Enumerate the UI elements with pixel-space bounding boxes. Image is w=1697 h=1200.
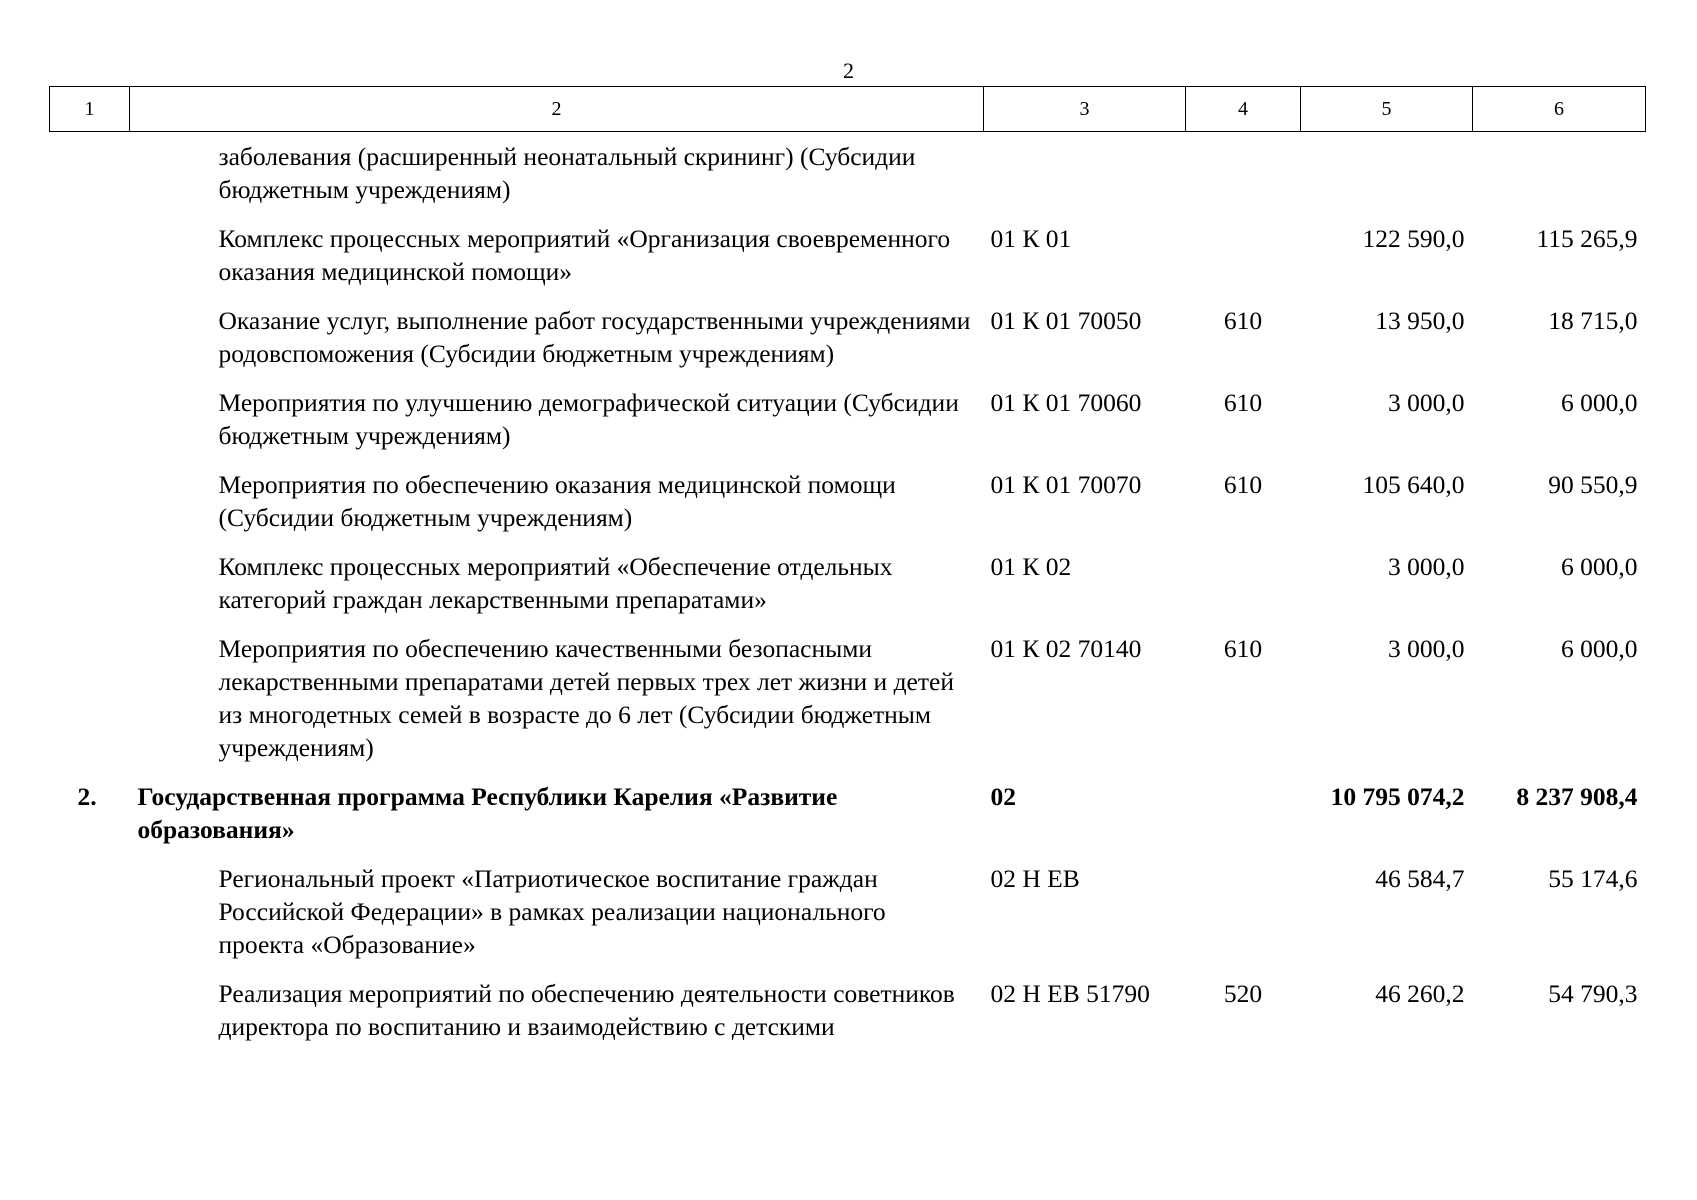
row-expense-type [1186, 780, 1301, 862]
row-number [50, 468, 130, 550]
row-amount-year-1: 122 590,0 [1362, 224, 1465, 253]
table-row [50, 386, 1646, 468]
table-row [50, 468, 1646, 550]
row-amount-year-2 [1473, 132, 1646, 223]
row-expense-type: 610 [1223, 634, 1263, 663]
row-target-code: 01 К 01 70060 [990, 388, 1142, 417]
row-amount-year-1: 3 000,0 [1388, 552, 1465, 581]
table-body [50, 132, 1646, 1060]
row-number [50, 386, 130, 468]
row-target-code: 02 [990, 782, 1016, 811]
row-amount-year-1: 3 000,0 [1388, 634, 1465, 663]
row-name: Государственная программа Республики Карелия «Развитие образования» [137, 782, 838, 844]
row-amount-year-1 [1301, 132, 1473, 223]
row-amount-year-2: 54 790,3 [1548, 979, 1638, 1008]
row-number [50, 632, 130, 780]
row-amount-year-1: 13 950,0 [1375, 306, 1465, 335]
table-row [50, 780, 1646, 862]
row-target-code: 01 К 01 70070 [990, 470, 1142, 499]
row-target-code: 01 К 02 70140 [990, 634, 1142, 663]
row-target-code: 01 К 02 [990, 552, 1072, 581]
row-target-code: 01 К 01 70050 [990, 306, 1142, 335]
row-number [50, 862, 130, 977]
header-col-3: 3 [984, 87, 1186, 132]
header-col-5: 5 [1301, 87, 1473, 132]
row-amount-year-1: 105 640,0 [1362, 470, 1465, 499]
row-expense-type [1186, 132, 1301, 223]
row-amount-year-2: 18 715,0 [1548, 306, 1638, 335]
table-row [50, 632, 1646, 780]
header-col-1: 1 [50, 87, 130, 132]
table-row [50, 977, 1646, 1059]
row-amount-year-1: 10 795 074,2 [1330, 782, 1465, 811]
table-row [50, 222, 1646, 304]
row-expense-type: 610 [1223, 306, 1263, 335]
row-amount-year-1: 46 260,2 [1375, 979, 1465, 1008]
row-name: Оказание услуг, выполнение работ государственными учреждениями родовспоможения (Субсидии бюджетным учреждениям) [218, 306, 971, 368]
row-expense-type [1186, 862, 1301, 977]
row-number [50, 550, 130, 632]
row-amount-year-2: 55 174,6 [1548, 864, 1638, 893]
row-target-code: 01 К 01 [990, 224, 1072, 253]
row-number [50, 304, 130, 386]
row-expense-type: 610 [1223, 388, 1263, 417]
row-name: Мероприятия по обеспечению оказания медицинской помощи (Субсидии бюджетным учреждениям) [218, 470, 896, 532]
header-col-6: 6 [1473, 87, 1646, 132]
row-target-code: 02 Н ЕВ [990, 864, 1080, 893]
budget-table [49, 86, 1646, 1059]
row-expense-type [1186, 222, 1301, 304]
row-expense-type: 610 [1223, 470, 1263, 499]
table-row [50, 304, 1646, 386]
table-row [50, 550, 1646, 632]
row-amount-year-1: 46 584,7 [1375, 864, 1465, 893]
header-row [50, 87, 1646, 132]
row-number [50, 977, 130, 1059]
row-amount-year-2: 6 000,0 [1561, 552, 1638, 581]
row-amount-year-2: 115 265,9 [1536, 224, 1638, 253]
row-name: Мероприятия по улучшению демографической ситуации (Субсидии бюджетным учреждениям) [218, 388, 959, 450]
row-name: Комплекс процессных мероприятий «Обеспечение отдельных категорий граждан лекарственными препаратами» [218, 552, 893, 614]
row-expense-type [1186, 550, 1301, 632]
row-amount-year-2: 6 000,0 [1561, 634, 1638, 663]
table-row [50, 132, 1646, 223]
page-number: 2 [843, 58, 854, 83]
row-target-code: 02 Н ЕВ 51790 [990, 979, 1150, 1008]
header-col-4: 4 [1186, 87, 1301, 132]
table-row [50, 862, 1646, 977]
row-amount-year-2: 90 550,9 [1548, 470, 1638, 499]
row-name: Региональный проект «Патриотическое воспитание граждан Российской Федерации» в рамках реализации национального проекта «Образование» [218, 864, 886, 959]
row-amount-year-2: 8 237 908,4 [1516, 782, 1638, 811]
row-number [50, 132, 130, 223]
row-amount-year-2: 6 000,0 [1561, 388, 1638, 417]
row-number: 2. [77, 782, 97, 811]
row-name: Комплекс процессных мероприятий «Организация своевременного оказания медицинской помощи» [218, 224, 951, 286]
row-name: заболевания (расширенный неонатальный скрининг) (Субсидии бюджетным учреждениям) [218, 142, 916, 204]
table-header [50, 87, 1646, 132]
row-amount-year-1: 3 000,0 [1388, 388, 1465, 417]
row-expense-type: 520 [1223, 979, 1263, 1008]
row-target-code [984, 132, 1186, 223]
row-name: Мероприятия по обеспечению качественными безопасными лекарственными препаратами детей первых трех лет жизни и детей из многодетных семей в возрасте до 6 лет (Субсидии бюджетным учреждениям) [218, 634, 954, 762]
row-number [50, 222, 130, 304]
header-col-2: 2 [130, 87, 984, 132]
row-name: Реализация мероприятий по обеспечению деятельности советников директора по воспитанию и взаимодействию с детскими [218, 979, 955, 1041]
